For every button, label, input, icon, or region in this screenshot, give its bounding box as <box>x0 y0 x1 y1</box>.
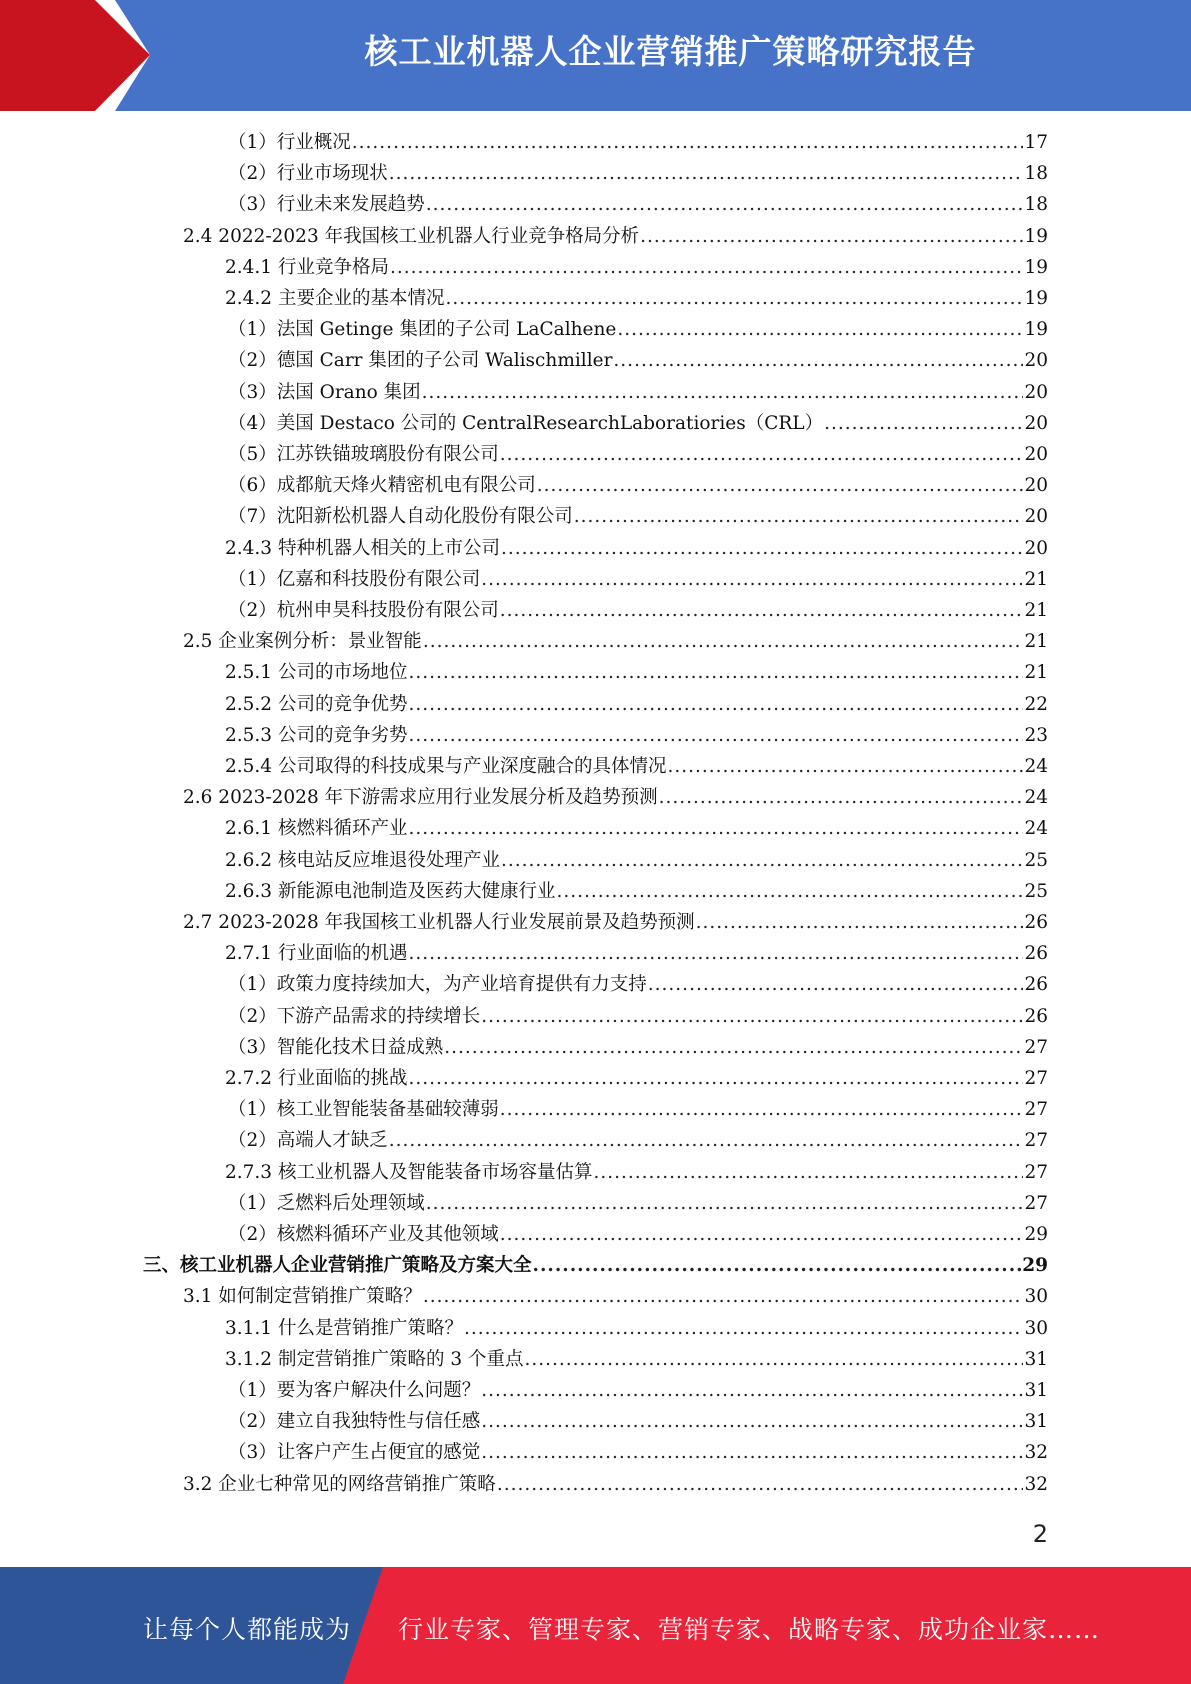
toc-entry-title: （2）核燃料循环产业及其他领域 <box>228 1224 499 1245</box>
toc-entry-page: 20 <box>1024 412 1048 434</box>
toc-dot-leader <box>426 194 1024 215</box>
toc-entry-page: 24 <box>1024 818 1048 840</box>
toc-dot-leader <box>408 694 1023 715</box>
toc-entry-title: 3.1.2 制定营销推广策略的 3 个重点 <box>225 1348 524 1370</box>
toc-entry[interactable] <box>225 1158 1048 1189</box>
toc-entry-title: （3）法国 Orano 集团 <box>228 381 421 403</box>
toc-entry[interactable] <box>183 783 1048 814</box>
toc-dot-leader <box>444 1037 1023 1058</box>
toc-entry[interactable] <box>228 1002 1048 1033</box>
toc-dot-leader <box>352 132 1024 153</box>
toc-dot-leader <box>390 257 1023 278</box>
toc-entry[interactable] <box>183 1470 1048 1501</box>
toc-entry[interactable] <box>225 253 1048 284</box>
toc-entry-page: 17 <box>1024 132 1048 153</box>
toc-entry-page: 19 <box>1024 288 1048 309</box>
toc-dot-leader <box>501 850 1023 871</box>
toc-entry-title: 2.6.1 核燃料循环产业 <box>225 818 408 840</box>
toc-entry-title: 2.7.1 行业面临的机遇 <box>225 943 408 965</box>
toc-entry-title: 2.5.1 公司的市场地位 <box>225 662 408 684</box>
toc-entry-title: （2）行业市场现状 <box>228 163 388 185</box>
toc-entry[interactable] <box>143 1251 1048 1282</box>
toc-entry-page: 27 <box>1024 1161 1048 1183</box>
toc-entry-page: 23 <box>1024 724 1048 746</box>
toc-entry[interactable] <box>225 1345 1048 1376</box>
toc-entry[interactable] <box>183 908 1048 939</box>
toc-entry-page: 27 <box>1024 1130 1048 1152</box>
toc-dot-leader <box>613 350 1023 371</box>
toc-entry[interactable] <box>225 658 1048 689</box>
toc-entry-title: （4）美国 Destaco 公司的 CentralResearchLaboratiories（CRL） <box>228 412 824 434</box>
toc-dot-leader <box>648 974 1024 995</box>
toc-entry-title: 2.7.3 核工业机器人及智能装备市场容量估算 <box>225 1161 593 1183</box>
toc-entry-title: （3）让客户产生占便宜的感觉 <box>228 1442 481 1464</box>
toc-entry-title: （1）要为客户解决什么问题？ <box>228 1380 481 1401</box>
toc-entry[interactable] <box>183 1282 1048 1313</box>
toc-entry-title: 2.5.2 公司的竞争优势 <box>225 693 408 715</box>
toc-entry-title: （2）下游产品需求的持续增长 <box>228 1005 481 1027</box>
toc-entry-page: 20 <box>1024 381 1048 403</box>
toc-dot-leader <box>500 444 1024 465</box>
toc-dot-leader <box>481 1411 1023 1432</box>
toc-entry[interactable] <box>225 752 1048 783</box>
toc-dot-leader <box>445 288 1023 309</box>
toc-dot-leader <box>408 725 1023 746</box>
toc-entry[interactable] <box>228 471 1048 502</box>
toc-dot-leader <box>501 538 1023 559</box>
toc-dot-leader <box>464 1318 1023 1339</box>
toc-dot-leader <box>533 1255 1022 1276</box>
toc-dot-leader <box>408 943 1023 964</box>
toc-entry-title: 2.7.2 行业面临的挑战 <box>225 1068 408 1089</box>
toc-dot-leader <box>481 569 1023 590</box>
toc-entry-title: （3）智能化技术日益成熟 <box>228 1036 444 1058</box>
toc-entry-page: 20 <box>1024 537 1048 559</box>
toc-entry[interactable] <box>228 378 1048 409</box>
report-title: 核工业机器人企业营销推广策略研究报告 <box>364 32 977 71</box>
toc-entry-title: 3.1 如何制定营销推广策略？ <box>183 1286 422 1308</box>
toc-entry-title: 2.4 2022-2023 年我国核工业机器人行业竞争格局分析 <box>183 225 640 247</box>
toc-dot-leader <box>525 1349 1024 1370</box>
toc-entry-page: 30 <box>1024 1286 1048 1308</box>
toc-entry-title: 2.4.1 行业竞争格局 <box>225 256 389 278</box>
toc-entry-title: 2.4.3 特种机器人相关的上市公司 <box>225 537 500 559</box>
toc-entry-page: 24 <box>1024 756 1048 777</box>
page-number: 2 <box>1032 1520 1048 1548</box>
toc-entry-page: 32 <box>1024 1473 1048 1495</box>
toc-entry[interactable] <box>228 1033 1048 1064</box>
toc-entry-page: 26 <box>1024 1005 1048 1027</box>
toc-entry-title: （5）江苏铁锚玻璃股份有限公司 <box>228 444 499 465</box>
toc-entry[interactable] <box>228 190 1048 221</box>
toc-entry-title: 2.6.3 新能源电池制造及医药大健康行业 <box>225 880 556 902</box>
toc-dot-leader <box>423 631 1024 652</box>
toc-entry-page: 20 <box>1024 475 1048 497</box>
toc-entry-page: 32 <box>1024 1442 1048 1464</box>
toc-entry-title: 2.4.2 主要企业的基本情况 <box>225 288 445 309</box>
toc-entry-page: 19 <box>1024 225 1048 247</box>
toc-dot-leader <box>500 1224 1024 1245</box>
toc-entry-page: 21 <box>1024 600 1048 621</box>
toc-entry[interactable] <box>225 939 1048 970</box>
toc-entry-page: 27 <box>1024 1192 1048 1214</box>
toc-dot-leader <box>423 1286 1024 1307</box>
toc-entry-title: 2.6.2 核电站反应堆退役处理产业 <box>225 849 500 871</box>
page-footer <box>0 1567 1191 1684</box>
toc-entry-page: 25 <box>1024 849 1048 871</box>
toc-entry-page: 24 <box>1024 787 1048 809</box>
toc-entry-page: 31 <box>1024 1411 1048 1433</box>
toc-entry-page: 25 <box>1024 880 1048 902</box>
toc-entry-title: 3.1.1 什么是营销推广策略？ <box>225 1317 463 1339</box>
toc-entry-page: 21 <box>1024 631 1048 653</box>
toc-dot-leader <box>408 662 1023 683</box>
toc-entry-page: 27 <box>1024 1036 1048 1058</box>
toc-dot-leader <box>640 226 1023 247</box>
toc-entry[interactable] <box>228 970 1048 1001</box>
toc-dot-leader <box>497 1474 1024 1495</box>
toc-entry-page: 30 <box>1024 1317 1048 1339</box>
toc-dot-leader <box>426 1193 1024 1214</box>
toc-entry-title: （2）高端人才缺乏 <box>228 1130 388 1152</box>
toc-entry-page: 20 <box>1024 350 1048 372</box>
footer-slogan-right: 行业专家、管理专家、营销专家、战略专家、成功企业家…… <box>398 1615 1101 1644</box>
toc-entry-page: 29 <box>1024 1224 1048 1245</box>
toc-entry[interactable] <box>225 846 1048 877</box>
toc-entry-title: （3）行业未来发展趋势 <box>228 194 425 216</box>
toc-entry-title: （2）杭州申昊科技股份有限公司 <box>228 600 499 621</box>
toc-entry[interactable] <box>228 128 1048 159</box>
toc-entry[interactable] <box>228 1376 1048 1407</box>
toc-entry[interactable] <box>228 502 1048 533</box>
toc-entry-page: 26 <box>1024 943 1048 965</box>
toc-entry[interactable] <box>225 690 1048 721</box>
toc-entry-title: 3.2 企业七种常见的网络营销推广策略 <box>183 1473 496 1495</box>
toc-entry-page: 26 <box>1024 974 1048 996</box>
toc-entry-page: 31 <box>1024 1348 1048 1370</box>
toc-entry-page: 20 <box>1024 506 1048 528</box>
toc-entry-page: 22 <box>1024 693 1048 715</box>
toc-dot-leader <box>556 881 1023 902</box>
toc-dot-leader <box>500 600 1024 621</box>
toc-entry-title: 2.5.3 公司的竞争劣势 <box>225 724 408 746</box>
toc-entry-title: 2.7 2023-2028 年我国核工业机器人行业发展前景及趋势预测 <box>183 912 695 933</box>
toc-entry[interactable] <box>225 534 1048 565</box>
toc-entry-page: 26 <box>1024 912 1048 933</box>
toc-entry-page: 19 <box>1024 256 1048 278</box>
toc-entry[interactable] <box>228 1189 1048 1220</box>
toc-dot-leader <box>574 506 1024 527</box>
toc-entry-title: （1）行业概况 <box>228 132 351 153</box>
toc-entry[interactable] <box>228 565 1048 596</box>
toc-entry[interactable] <box>225 1314 1048 1345</box>
toc-entry[interactable] <box>225 877 1048 908</box>
toc-entry[interactable] <box>228 1438 1048 1469</box>
toc-dot-leader <box>537 475 1024 496</box>
toc-entry-title: （1）法国 Getinge 集团的子公司 LaCalhene <box>228 319 617 341</box>
toc-entry-page: 19 <box>1024 319 1048 341</box>
toc-entry-page: 18 <box>1024 194 1048 216</box>
toc-entry-title: （1）核工业智能装备基础较薄弱 <box>228 1099 499 1121</box>
toc-entry-title: （1）亿嘉和科技股份有限公司 <box>228 568 481 590</box>
toc-entry-title: （2）德国 Carr 集团的子公司 Walischmiller <box>228 350 613 372</box>
toc-entry-page: 31 <box>1024 1380 1048 1401</box>
toc-dot-leader <box>500 1099 1024 1120</box>
toc-dot-leader <box>408 1068 1023 1089</box>
toc-entry-title: （1）乏燃料后处理领域 <box>228 1192 425 1214</box>
toc-dot-leader <box>481 1442 1023 1463</box>
toc-entry[interactable] <box>225 1064 1048 1095</box>
toc-entry-page: 27 <box>1024 1068 1048 1089</box>
toc-dot-leader <box>696 912 1024 933</box>
toc-entry-title: 三、核工业机器人企业营销推广策略及方案大全 <box>143 1255 532 1277</box>
toc-dot-leader <box>593 1162 1023 1183</box>
toc-dot-leader <box>667 756 1023 777</box>
toc-entry-title: （6）成都航天烽火精密机电有限公司 <box>228 475 536 497</box>
toc-entry-page: 27 <box>1024 1099 1048 1121</box>
toc-entry[interactable] <box>228 409 1048 440</box>
toc-entry[interactable] <box>225 284 1048 315</box>
toc-dot-leader <box>659 787 1024 808</box>
toc-entry-title: （2）建立自我独特性与信任感 <box>228 1411 481 1433</box>
toc-entry[interactable] <box>228 440 1048 471</box>
toc-dot-leader <box>481 1380 1023 1401</box>
toc-dot-leader <box>389 163 1024 184</box>
toc-entry[interactable] <box>228 346 1048 377</box>
toc-entry[interactable] <box>228 1095 1048 1126</box>
toc-entry[interactable] <box>183 627 1048 658</box>
page-header <box>0 0 1191 111</box>
toc-entry[interactable] <box>228 159 1048 190</box>
toc-dot-leader <box>408 818 1023 839</box>
toc-entry[interactable] <box>228 1126 1048 1157</box>
toc-entry-title: 2.5 企业案例分析：景业智能 <box>183 631 422 653</box>
footer-slogan-left: 让每个人都能成为 <box>143 1615 352 1644</box>
toc-dot-leader <box>422 382 1024 403</box>
toc-entry-title: （7）沈阳新松机器人自动化股份有限公司 <box>228 506 573 528</box>
toc-entry-page: 21 <box>1024 568 1048 590</box>
toc-entry-title: （1）政策力度持续加大，为产业培育提供有力支持 <box>228 974 647 996</box>
toc-entry[interactable] <box>225 814 1048 845</box>
toc-dot-leader <box>824 413 1023 434</box>
toc-entry[interactable] <box>228 315 1048 346</box>
toc-entry[interactable] <box>228 1220 1048 1251</box>
toc-entry-title: 2.5.4 公司取得的科技成果与产业深度融合的具体情况 <box>225 756 667 777</box>
toc-dot-leader <box>389 1130 1024 1151</box>
toc-entry[interactable] <box>228 596 1048 627</box>
toc-entry[interactable] <box>228 1407 1048 1438</box>
toc-entry-page: 20 <box>1024 444 1048 465</box>
toc-dot-leader <box>617 319 1023 340</box>
toc-entry[interactable] <box>183 222 1048 253</box>
toc-entry-title: 2.6 2023-2028 年下游需求应用行业发展分析及趋势预测 <box>183 787 658 809</box>
toc-entry-page: 29 <box>1022 1255 1048 1277</box>
toc-entry-page: 18 <box>1024 163 1048 185</box>
toc-dot-leader <box>481 1006 1023 1027</box>
toc-entry-page: 21 <box>1024 662 1048 684</box>
toc-entry[interactable] <box>225 721 1048 752</box>
